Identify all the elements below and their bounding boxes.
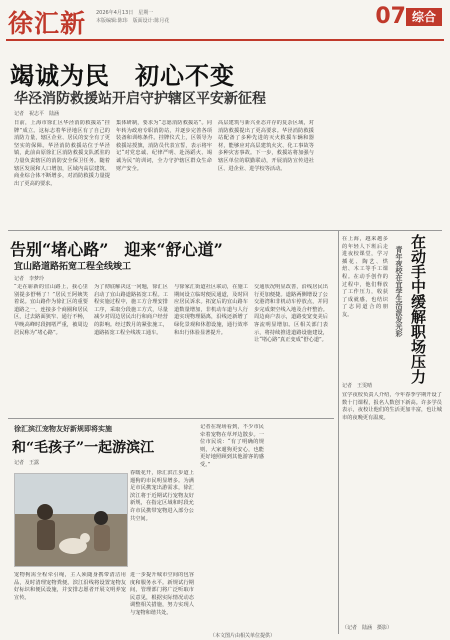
story3-kicker: 徐汇滨江宠物友好新规即将实施 [14, 425, 112, 433]
sidebar-byline: 记者 王雯晴 [342, 383, 373, 389]
sidebar-column-2: 宜学夜校负责人介绍，今年春季学期开设了数十门课程，报名人数创下新高。许多学员表示，夜校让他们的生活更加丰富，也让城市的夜晚更有温度。 [342, 392, 442, 421]
story3-column-1: 春暖花开，徐汇滨江步道上遛狗的市民明显增多。为满足市民携宠出游需求，徐汇滨江将于近期试行宠物友好新规，在指定区域和时段允许市民携带宠物进入部分公共空间。 [130, 470, 194, 522]
sidebar-subtitle: 青年夜校在宜学生活派发光彩 [395, 246, 403, 337]
story2-column-1: “走在崭新的宜山路上，我心里别提多舒畅了！”居民王阿姨笑着说。宜山路作为徐汇区的重要道路之一，连接多个商圈和居民区，过去路面狭窄、通行不畅，早晚高峰时段拥堵严重，被周边居民称为“堵心路”。 [14, 284, 88, 336]
story1-byline: 记者 祝志平 陆涵 [14, 111, 60, 117]
story3-headline: 和“毛孩子”一起游滨江 [12, 440, 155, 456]
section-divider [8, 230, 442, 231]
newspaper-logo: 徐汇新 [8, 9, 87, 38]
story2-column-2: 为了彻底解决这一问题，徐汇区启动了宜山路道路拓宽工程。工程实施过程中，施工方合理安排工序，采取分段施工方式，尽量减少对周边居民出行和商户经营的影响。经过数月的紧张施工，道路拓宽工程全线竣工通车。 [94, 284, 168, 336]
masthead-rule [6, 39, 444, 41]
page-number: 07 [375, 4, 406, 29]
story1-column-3: 高层建筑与新兴业态并存的复杂区域，对消防救援提出了更高要求。华泾消防救援站配备了多种先进的灭火救援车辆和器材，能够应对高层建筑火灾、化工事故等多种灾害事故。下一步，救援站将加强与辖区单位的联勤联动，开展消防宣传进社区、进企业、进学校等活动。 [218, 120, 314, 172]
issue-date: 2026年4月13日 星期一 [96, 10, 154, 16]
story1-headline: 竭诚为民 初心不变 [10, 61, 235, 90]
story3-column-3: 进一步提升城市空间的包容度和服务水平。新规试行期间，管理部门将广泛听取市民意见，根据实际情况动态调整相关措施，努力实现人与宠物和谐共处。 [130, 572, 194, 616]
issue-editors: 本版编辑:陈玮 版面设计:陈月花 [96, 18, 170, 24]
story2-subheadline: 宜山路道路拓宽工程全线竣工 [14, 262, 132, 272]
sidebar-author-note: （记者 陆涵 摄影） [342, 625, 393, 631]
sidebar-divider [338, 230, 339, 634]
photo-credit-footer: （本文图片由相关单位提供） [210, 633, 276, 639]
sidebar-column-1: 在上海，越来越多的年轻人下班后走进夜校课堂，学习插花、陶艺、烘焙、木工等手工课程。在动手创作的过程中，他们释放了工作压力，收获了成就感，也结识了志同道合的朋友。 [342, 236, 388, 318]
sidebar-title: 在动手中缓解职场压力 [409, 234, 427, 384]
story3-column-2: 宠物狗需全程牵引绳，主人须随身携带清洁用品，及时清理宠物粪便。滨江沿线将设置宠物友好标识和便民设施，并安排志愿者开展文明养宠宣传。 [14, 572, 126, 601]
dog-walk-photo [14, 473, 128, 567]
story2-byline: 记者 李梦玲 [14, 276, 45, 282]
story2-column-4: 交通状况明显改善，沿线居民出行更加便捷。道路两侧增设了公交港湾和非机动车停放点，并同步完成架空线入地及合杆整治。周边商户表示，道路变宽变美后客流明显增加。区相关部门表示，将持续推进道路设施建设，让“堵心路”真正变成“舒心道”。 [254, 284, 328, 344]
story1-column-1: 日前，上海市徐汇区华泾消防救援站“挂牌”成立。这标志着华泾地区有了自己的消防力量，辖区企业、居民的安全有了更坚实的保障。华泾消防救援站位于华泾镇，此前由原徐汇区消防救援支队派驻的力量负责辖区的消防安全保卫任务。随着辖区发展和人口增加，区域内高层建筑、商业综合体不断增多，对消防救援力量提出了更高的要求。 [14, 120, 110, 187]
story2-column-3: 与徐家汇街道社区联动，在施工期间设立临时便民通道，及时回应居民诉求。拓宽后的宜山路车道数量增加，非机动车道与人行道实现物理隔离，沿线还新增了绿化景观和休憩设施，通行效率和出行体验显著提升。 [174, 284, 248, 336]
section-divider-2 [8, 418, 334, 419]
story1-subheadline: 华泾消防救援站开启守护辖区平安新征程 [14, 91, 266, 107]
photo-illustration [15, 474, 127, 566]
section-badge: 综合 [406, 8, 442, 26]
story1-column-2: 集体研制，要求为“志愿消防救援站”。同年转为政府专职消防站，并逐步完善各项装备和训练条件。挂牌仪式上，区领导为救援站授旗，消防员代表宣誓，表示将牢记“对党忠诚、纪律严明、赴汤蹈火、竭诚为民”的训词，全力守护辖区群众生命财产安全。 [116, 120, 212, 172]
story2-headline: 告别“堵心路” 迎来“舒心道” [10, 240, 223, 259]
story3-column-4: 记者在现场看到，不少市民牵着宠物在草坪边散步。一位市民说：“有了明确的规则，大家遛狗更安心，也能更好地照顾到其他游客的感受。” [200, 424, 264, 468]
story3-byline: 记者 王露 [14, 460, 40, 466]
